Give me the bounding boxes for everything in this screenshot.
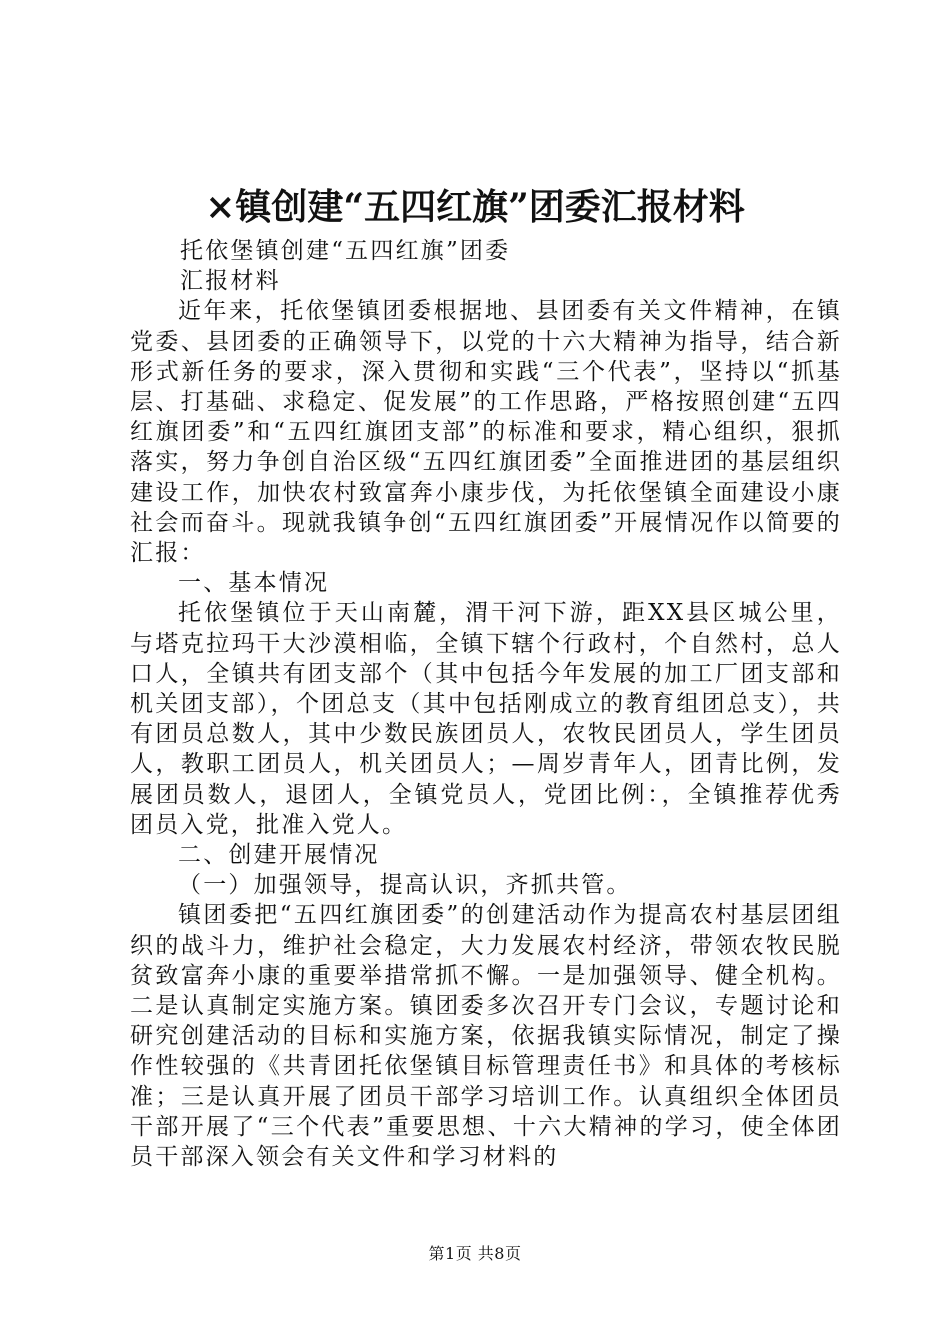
subsection-heading-leadership: （一）加强领导，提高认识，齐抓共管。 (178, 872, 632, 899)
subtitle-line-1: 托依堡镇创建“五四红旗”团委 (180, 238, 511, 264)
document-body (130, 236, 842, 1172)
section-heading-progress: 二、创建开展情况 (178, 842, 380, 869)
subtitle-line-2: 汇报材料 (180, 268, 281, 295)
paragraph-intro: 近年来，托依堡镇团委根据地、县团委有关文件精神，在镇党委、县团委的正确领导下，以党的十六大精神为指导，结合新形式新任务的要求，深入贯彻和实践“三个代表”，坚持以“抓基层、打基础、求稳定、促发展”的工作思路，严格按照创建“五四红旗团委”和“五四红旗团支部”的标准和要求，精心组织，狠抓落实，努力争创自治区级“五四红旗团委”全面推进团的基层组织建设工作，加快农村致富奔小康步伐，为托依堡镇全面建设小康社会而奋斗。现就我镇争创“五四红旗团委”开展情况作以简要的汇报： (130, 298, 842, 567)
document-title: ×镇创建“五四红旗”团委汇报材料 (205, 186, 745, 228)
paragraph-basic-info: 托依堡镇位于天山南麓，渭干河下游，距XX县区城公里，与塔克拉玛干大沙漠相临，全镇下辖个行政村，个自然村，总人口人，全镇共有团支部个（其中包括今年发展的加工厂团支部和机关团支部），个团总支（其中包括刚成立的教育组团总支），共有团员总数人，其中少数民族团员人，农牧民团员人，学生团员人，教职工团员人，机关团员人；—周岁青年人，团青比例，发展团员数人，退团人，全镇党员人，党团比例：，全镇推荐优秀团员入党，批准入党人。 (130, 600, 842, 838)
section-heading-basic: 一、基本情况 (178, 570, 330, 597)
paragraph-leadership: 镇团委把“五四红旗团委”的创建活动作为提高农村基层团组织的战斗力，维护社会稳定，大力发展农村经济，带领农牧民脱贫致富奔小康的重要举措常抓不懈。一是加强领导、健全机构。二是认真制定实施方案。镇团委多次召开专门会议，专题讨论和研究创建活动的目标和实施方案，依据我镇实际情况，制定了操作性较强的《共青团托依堡镇目标管理责任书》和具体的考核标准；三是认真开展了团员干部学习培训工作。认真组织全体团员干部开展了“三个代表”重要思想、十六大精神的学习，使全体团员干部深入领会有关文件和学习材料的 (130, 902, 842, 1171)
page-footer: 第1页 共8页 (428, 1244, 522, 1263)
